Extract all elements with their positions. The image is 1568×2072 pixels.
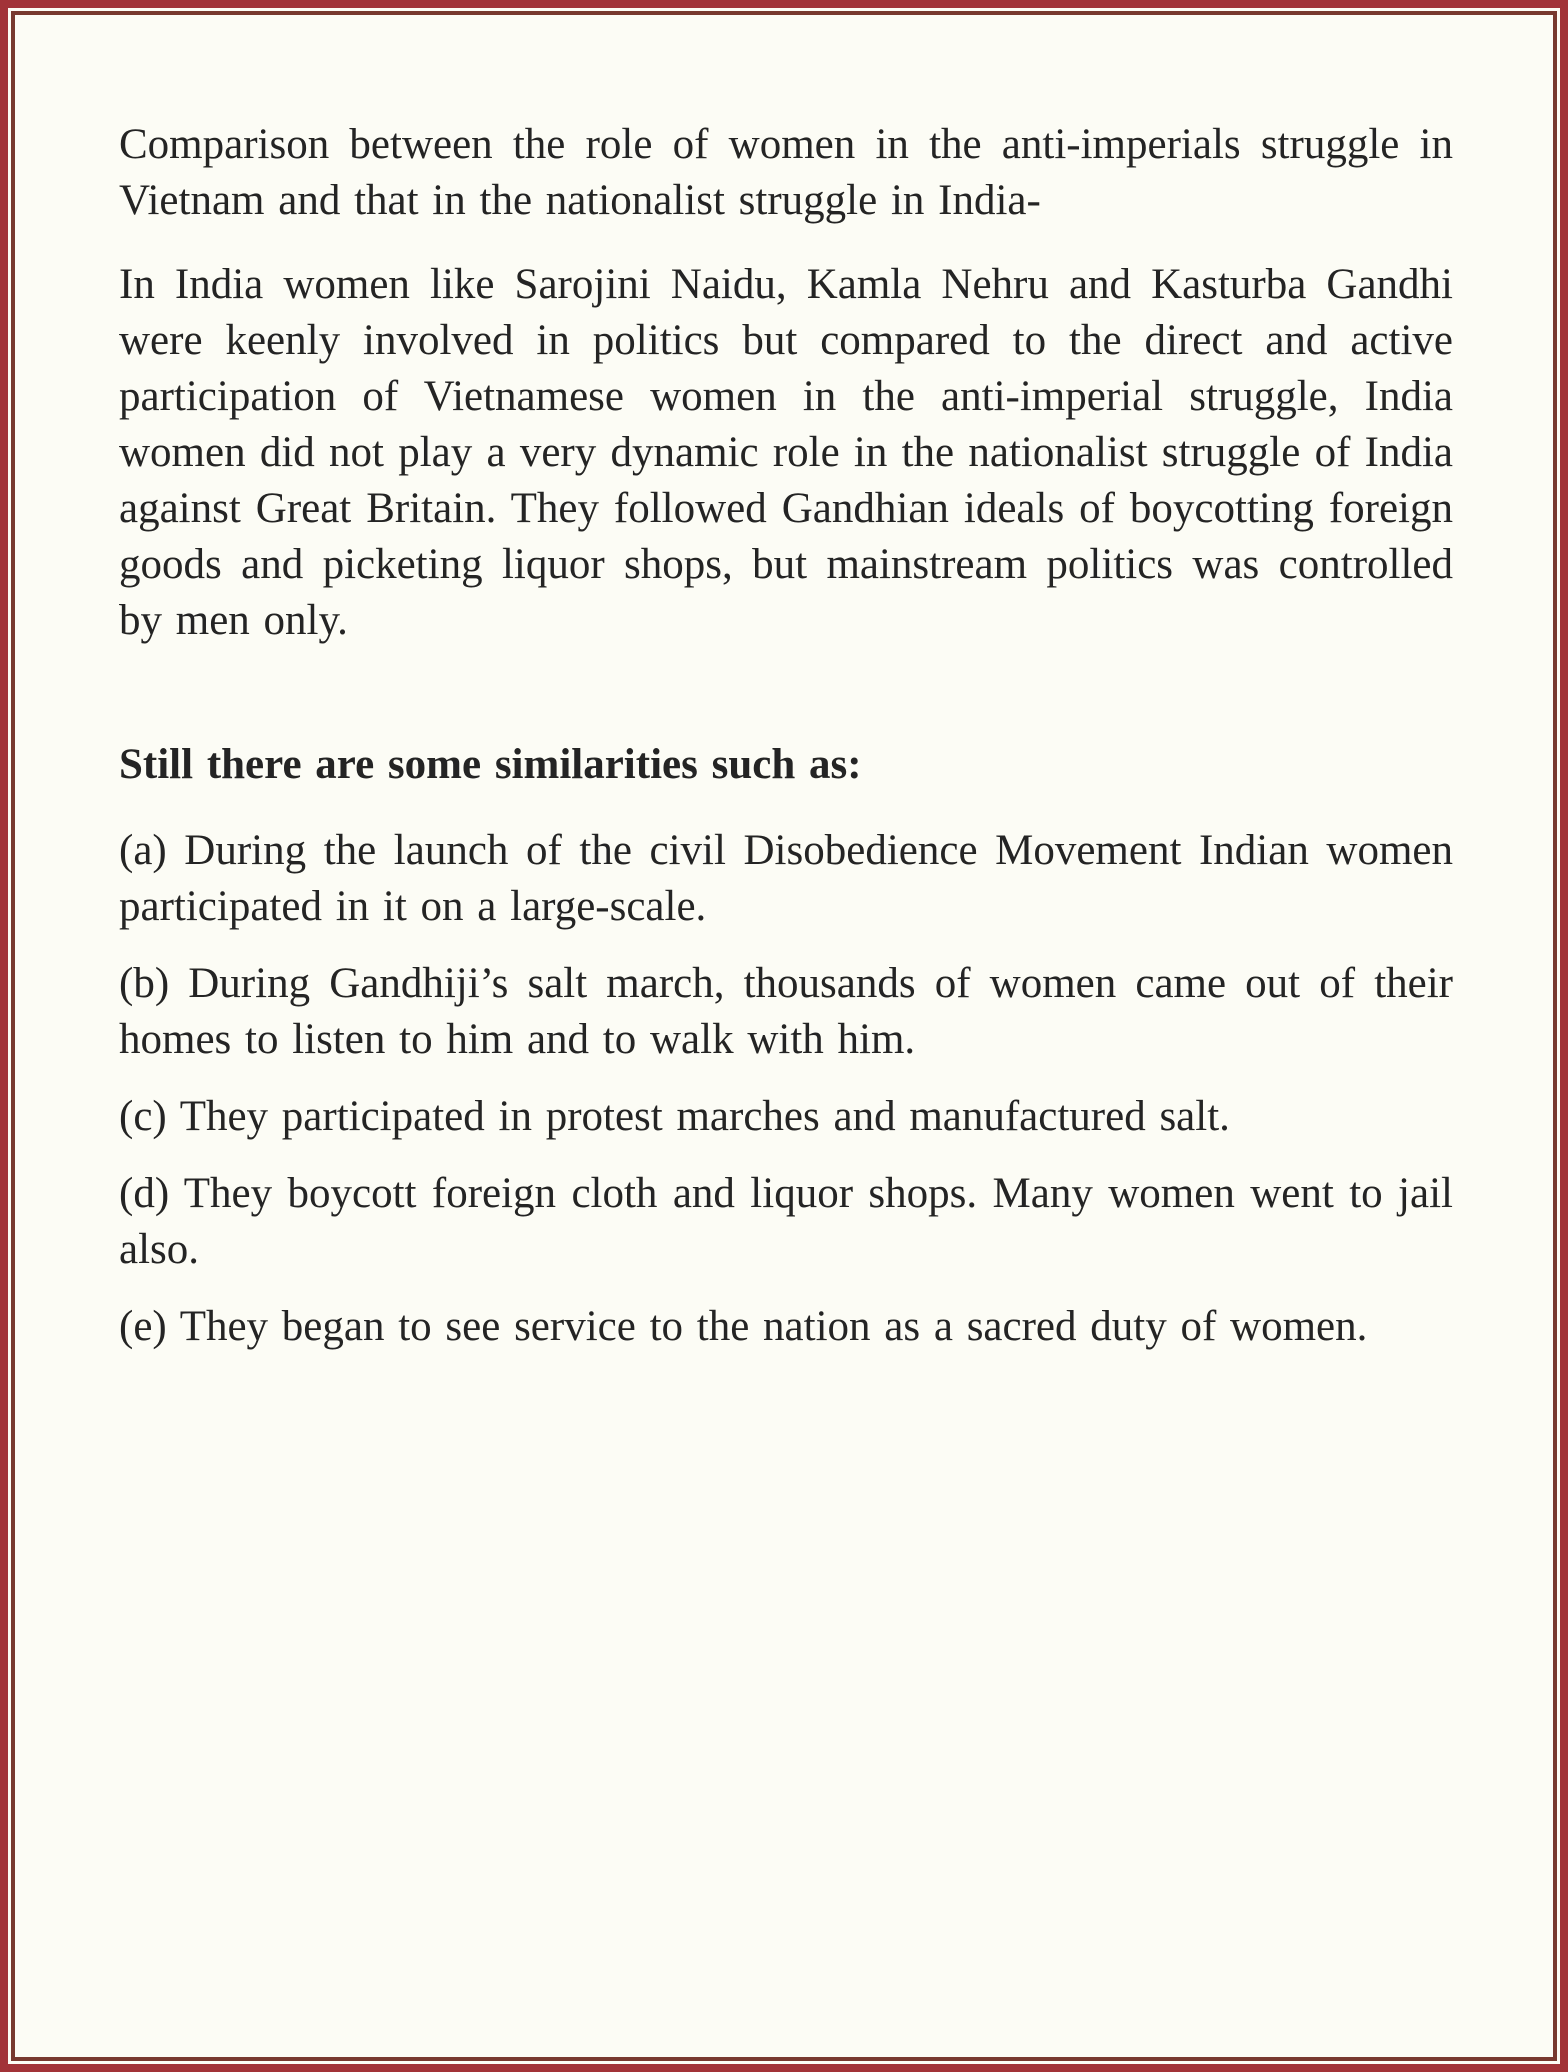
comparison-paragraph: In India women like Sarojini Naidu, Kamla Nehru and Kasturba Gandhi were keenly involved in politics but compared to the direct and active participation of Vietnamese women in the anti-imperial struggle, India women did not play a very dynamic role in the nationalist struggle of India against Great Britain. They followed Gandhian ideals of boycotting foreign goods and picketing liquor shops, but mainstream politics was controlled by men only. [119, 261, 1453, 644]
page-inner-border [11, 11, 1557, 2061]
similarity-item-c: (c) They participated in protest marches and manufactured salt. [119, 1093, 1230, 1140]
similarity-item-d: (d) They boycott foreign cloth and liquor shops. Many women went to jail also. [119, 1170, 1453, 1273]
page-content [15, 15, 1553, 1355]
similarity-item-b: (b) During Gandhiji’s salt march, thousands of women came out of their homes to listen to him and to walk with him. [119, 960, 1453, 1063]
similarity-item-a: (a) During the launch of the civil Disobedience Movement Indian women participated in it on a large-scale. [119, 827, 1453, 930]
intro-paragraph: Comparison between the role of women in the anti-imperials struggle in Vietnam and that in the nationalist struggle in India- [119, 121, 1453, 224]
similarity-item-e: (e) They began to see service to the nation as a sacred duty of women. [119, 1303, 1368, 1350]
similarities-heading: Still there are some similarities such as: [119, 741, 862, 788]
